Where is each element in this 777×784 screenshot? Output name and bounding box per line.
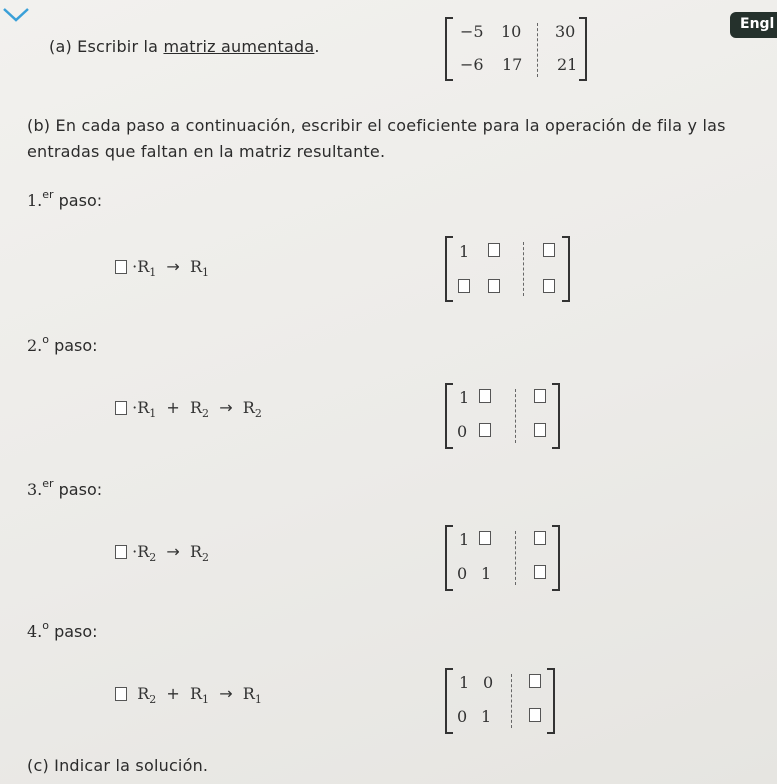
entry-input[interactable] bbox=[458, 279, 470, 293]
augment-divider bbox=[515, 531, 516, 585]
augment-divider bbox=[537, 23, 538, 77]
matrix-cell: −5 bbox=[460, 22, 484, 41]
entry-input[interactable] bbox=[534, 531, 546, 545]
step-1-matrix bbox=[445, 238, 570, 300]
chevron-down-icon[interactable] bbox=[2, 6, 30, 24]
entry-input[interactable] bbox=[529, 708, 541, 722]
entry-input[interactable] bbox=[479, 423, 491, 437]
given-augmented-matrix bbox=[445, 19, 587, 79]
augment-divider bbox=[511, 674, 512, 728]
english-toggle-button[interactable]: Engl bbox=[730, 12, 777, 38]
step-4-matrix bbox=[445, 670, 555, 732]
coefficient-input[interactable] bbox=[115, 401, 127, 415]
step-2-label: 2.$^o$ paso: bbox=[27, 333, 98, 355]
entry-input[interactable] bbox=[534, 565, 546, 579]
matrix-cell: −6 bbox=[460, 55, 484, 74]
step-4-label: 4.$^o$ paso: bbox=[27, 619, 98, 641]
entry-input[interactable] bbox=[534, 389, 546, 403]
augmented-matrix-link[interactable]: matriz aumentada bbox=[163, 37, 315, 56]
matrix-cell: 10 bbox=[501, 22, 522, 41]
step-2-matrix bbox=[445, 385, 560, 447]
entry-input[interactable] bbox=[534, 423, 546, 437]
matrix-cell: 1 bbox=[459, 242, 470, 261]
matrix-cell: 0 bbox=[483, 673, 494, 692]
entry-input[interactable] bbox=[479, 531, 491, 545]
matrix-cell: 0 bbox=[457, 564, 468, 583]
matrix-cell: 1 bbox=[481, 564, 492, 583]
entry-input[interactable] bbox=[479, 389, 491, 403]
matrix-cell: 1 bbox=[459, 530, 470, 549]
entry-input[interactable] bbox=[543, 243, 555, 257]
matrix-cell: 1 bbox=[481, 707, 492, 726]
part-a-prompt: (a) Escribir la matriz aumentada. bbox=[49, 37, 320, 56]
entry-input[interactable] bbox=[488, 243, 500, 257]
step-1-row-operation: $\cdot R_1 \to R_1$ bbox=[115, 257, 209, 279]
coefficient-input[interactable] bbox=[115, 687, 127, 701]
entry-input[interactable] bbox=[488, 279, 500, 293]
coefficient-input[interactable] bbox=[115, 545, 127, 559]
part-c-prompt: (c) Indicar la solución. bbox=[27, 756, 209, 775]
coefficient-input[interactable] bbox=[115, 260, 127, 274]
augment-divider bbox=[515, 389, 516, 443]
step-3-matrix bbox=[445, 527, 560, 589]
entry-input[interactable] bbox=[543, 279, 555, 293]
step-3-label: 3.$^{er}$ paso: bbox=[27, 477, 103, 499]
matrix-cell: 1 bbox=[459, 388, 470, 407]
matrix-cell: 0 bbox=[457, 422, 468, 441]
matrix-cell: 17 bbox=[502, 55, 523, 74]
step-1-label: 1.$^{er}$ paso: bbox=[27, 188, 103, 210]
step-3-row-operation: $\cdot R_2 \to R_2$ bbox=[115, 542, 209, 564]
matrix-cell: 30 bbox=[555, 22, 576, 41]
step-4-row-operation: $R_2 + R_1 \to R_1$ bbox=[115, 684, 262, 706]
matrix-cell: 21 bbox=[557, 55, 578, 74]
augment-divider bbox=[523, 242, 524, 296]
step-2-row-operation: $\cdot R_1 + R_2 \to R_2$ bbox=[115, 398, 262, 420]
matrix-cell: 1 bbox=[459, 673, 470, 692]
part-b-prompt: (b) En cada paso a continuación, escribir el coeficiente para la operación de fila y las entradas que faltan en la matriz resultante. bbox=[27, 116, 726, 161]
matrix-cell: 0 bbox=[457, 707, 468, 726]
entry-input[interactable] bbox=[529, 674, 541, 688]
